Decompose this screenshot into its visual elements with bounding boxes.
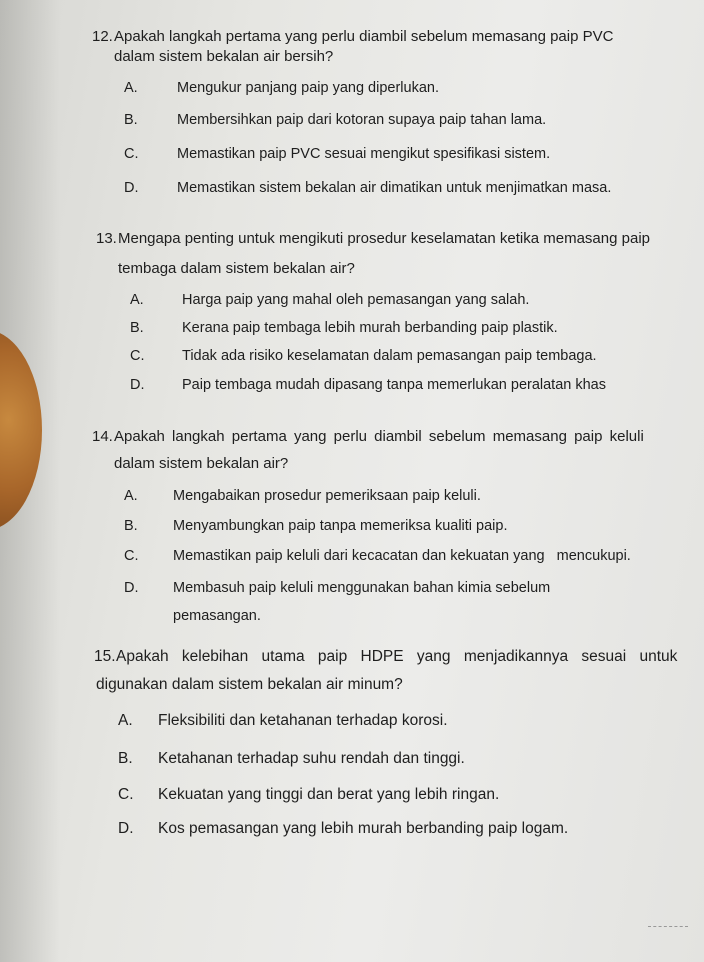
option-letter: C. bbox=[124, 548, 139, 564]
question-text-line1: Apakah langkah pertama yang perlu diambil sebelum memasang paip keluli bbox=[114, 428, 644, 445]
question-text-line2: digunakan dalam sistem bekalan air minum? bbox=[96, 676, 403, 693]
option-letter: B. bbox=[124, 112, 138, 128]
option-letter: D. bbox=[124, 580, 139, 596]
option-text: Memastikan paip keluli dari kecacatan dan kekuatan yang mencukupi. bbox=[173, 548, 631, 564]
option-text: Ketahanan terhadap suhu rendah dan tinggi. bbox=[158, 750, 465, 767]
option-letter: A. bbox=[124, 80, 138, 96]
question-text-line2: dalam sistem bekalan air bersih? bbox=[114, 48, 334, 65]
option-letter: D. bbox=[130, 377, 145, 393]
option-text: Memastikan paip PVC sesuai mengikut spesifikasi sistem. bbox=[177, 146, 551, 162]
question-text-line1: Apakah langkah pertama yang perlu diambil sebelum memasang paip PVC bbox=[114, 28, 614, 45]
option-text: Kekuatan yang tinggi dan berat yang lebih ringan. bbox=[158, 786, 500, 803]
option-letter: B. bbox=[118, 750, 133, 767]
option-text: Membasuh paip keluli menggunakan bahan kimia sebelum bbox=[173, 580, 551, 596]
option-letter: A. bbox=[124, 488, 138, 504]
question-text-line1: Mengapa penting untuk mengikuti prosedur keselamatan ketika memasang paip bbox=[118, 230, 650, 247]
option-letter: C. bbox=[124, 146, 139, 162]
option-text: Fleksibiliti dan ketahanan terhadap korosi. bbox=[158, 712, 448, 729]
option-text: Tidak ada risiko keselamatan dalam pemasangan paip tembaga. bbox=[182, 348, 597, 364]
option-text: Mengukur panjang paip yang diperlukan. bbox=[177, 80, 439, 96]
page-edge-mark bbox=[648, 926, 688, 927]
option-text-continued: pemasangan. bbox=[173, 608, 261, 624]
question-number: 12. bbox=[92, 28, 113, 45]
option-text: Memastikan sistem bekalan air dimatikan untuk menjimatkan masa. bbox=[177, 180, 612, 196]
question-text-line1: Apakah kelebihan utama paip HDPE yang menjadikannya sesuai untuk bbox=[116, 648, 678, 665]
option-letter: D. bbox=[118, 820, 134, 837]
option-text: Kos pemasangan yang lebih murah berbanding paip logam. bbox=[158, 820, 569, 837]
option-letter: A. bbox=[118, 712, 133, 729]
option-text: Menyambungkan paip tanpa memeriksa kualiti paip. bbox=[173, 518, 508, 534]
option-text: Membersihkan paip dari kotoran supaya paip tahan lama. bbox=[177, 112, 547, 128]
option-text: Kerana paip tembaga lebih murah berbanding paip plastik. bbox=[182, 320, 558, 336]
option-text: Paip tembaga mudah dipasang tanpa memerlukan peralatan khas bbox=[182, 377, 606, 393]
option-letter: B. bbox=[124, 518, 138, 534]
question-number: 14. bbox=[92, 428, 113, 445]
option-letter: A. bbox=[130, 292, 144, 308]
option-text: Harga paip yang mahal oleh pemasangan yang salah. bbox=[182, 292, 530, 308]
option-letter: C. bbox=[118, 786, 134, 803]
question-text-line2: tembaga dalam sistem bekalan air? bbox=[118, 260, 355, 277]
question-number: 15. bbox=[94, 648, 116, 665]
option-letter: D. bbox=[124, 180, 139, 196]
option-letter: C. bbox=[130, 348, 145, 364]
question-text-line2: dalam sistem bekalan air? bbox=[114, 455, 289, 472]
question-number: 13. bbox=[96, 230, 117, 247]
option-letter: B. bbox=[130, 320, 144, 336]
option-text: Mengabaikan prosedur pemeriksaan paip keluli. bbox=[173, 488, 481, 504]
